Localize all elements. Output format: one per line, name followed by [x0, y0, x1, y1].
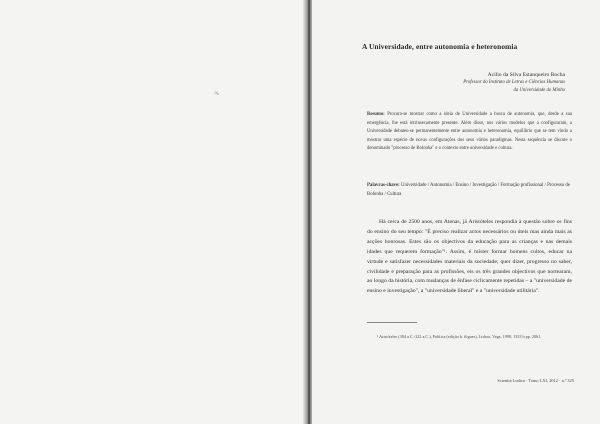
body-paragraph: Há cerca de 2500 anos, em Atenas, já Aristóteles respondia à questão sobre os fins do ensino do seu tempo: "É preciso realizar actos necessários ou úteis mas ainda mais as acções honrosas. Estes são os objectivos da educação para as crianças e nas demais idades que requerem formação"¹. Assim, é mister formar homens cultos, educar na virtude e satisfazer necessidades materiais da sociedade; quer dizer, progresso no saber, civilidade e preparação para as profissões, eis os três grandes objectivos que nortearam, ao longo da história, com mudanças de ênfase ciclicamente repetidas – a "universidade de ensino e investigação", a "universidade liberal" e a "universidade utilitária". — [367, 219, 572, 295]
author-affiliation-line-1: Professor do Instituto de Letras e Ciências Humanas — [463, 80, 565, 85]
running-footer: Scientia Ludica · Tomo LXI, 2012 · n.º 325 — [497, 378, 574, 383]
author-affiliation-line-2: da Universidade do Minho — [513, 88, 565, 93]
left-page-mark: ·% — [213, 92, 219, 97]
author-block — [405, 71, 565, 95]
footnote: ¹ Aristóteles (384 a.C.-322 a.C.), Política (edição b. iligues), Lisboa, Vega, 1998, 1333 b pp. 2061. — [377, 334, 542, 339]
footnote-divider — [367, 322, 417, 323]
abstract-label: Resumo: — [367, 112, 385, 117]
right-page — [312, 0, 600, 424]
abstract — [367, 111, 572, 154]
keywords — [367, 182, 572, 199]
keywords-text: Universidade / Autonomia / Ensino / Investigação / Formação profissional / Processo de Bolonha / Cultura — [367, 183, 570, 197]
author-name: Acílio da Silva Estanqueiro Rocha — [487, 72, 565, 78]
abstract-text: Procura-se mostrar como a ideia de Universidade a busca de autonomia, que, desde a sua emergência, lhe está intrinsecamente presente. Além disso, nos vários modelos que a configuraram, a Universidade debateu-se permanentemente entre autonomia e heteronomia, equilíbrio que se tem vindo a mostrar uma espécie de novas configurações dos seus vários paradigmas. Nesta sequência se discute o denominado "processo de Bolonha" e o contexto entre universidade e cultura. — [367, 112, 573, 152]
article-title: A Universidade, entre autonomia e heteronomia — [362, 42, 518, 51]
keywords-label: Palavras-chave: — [367, 183, 400, 188]
